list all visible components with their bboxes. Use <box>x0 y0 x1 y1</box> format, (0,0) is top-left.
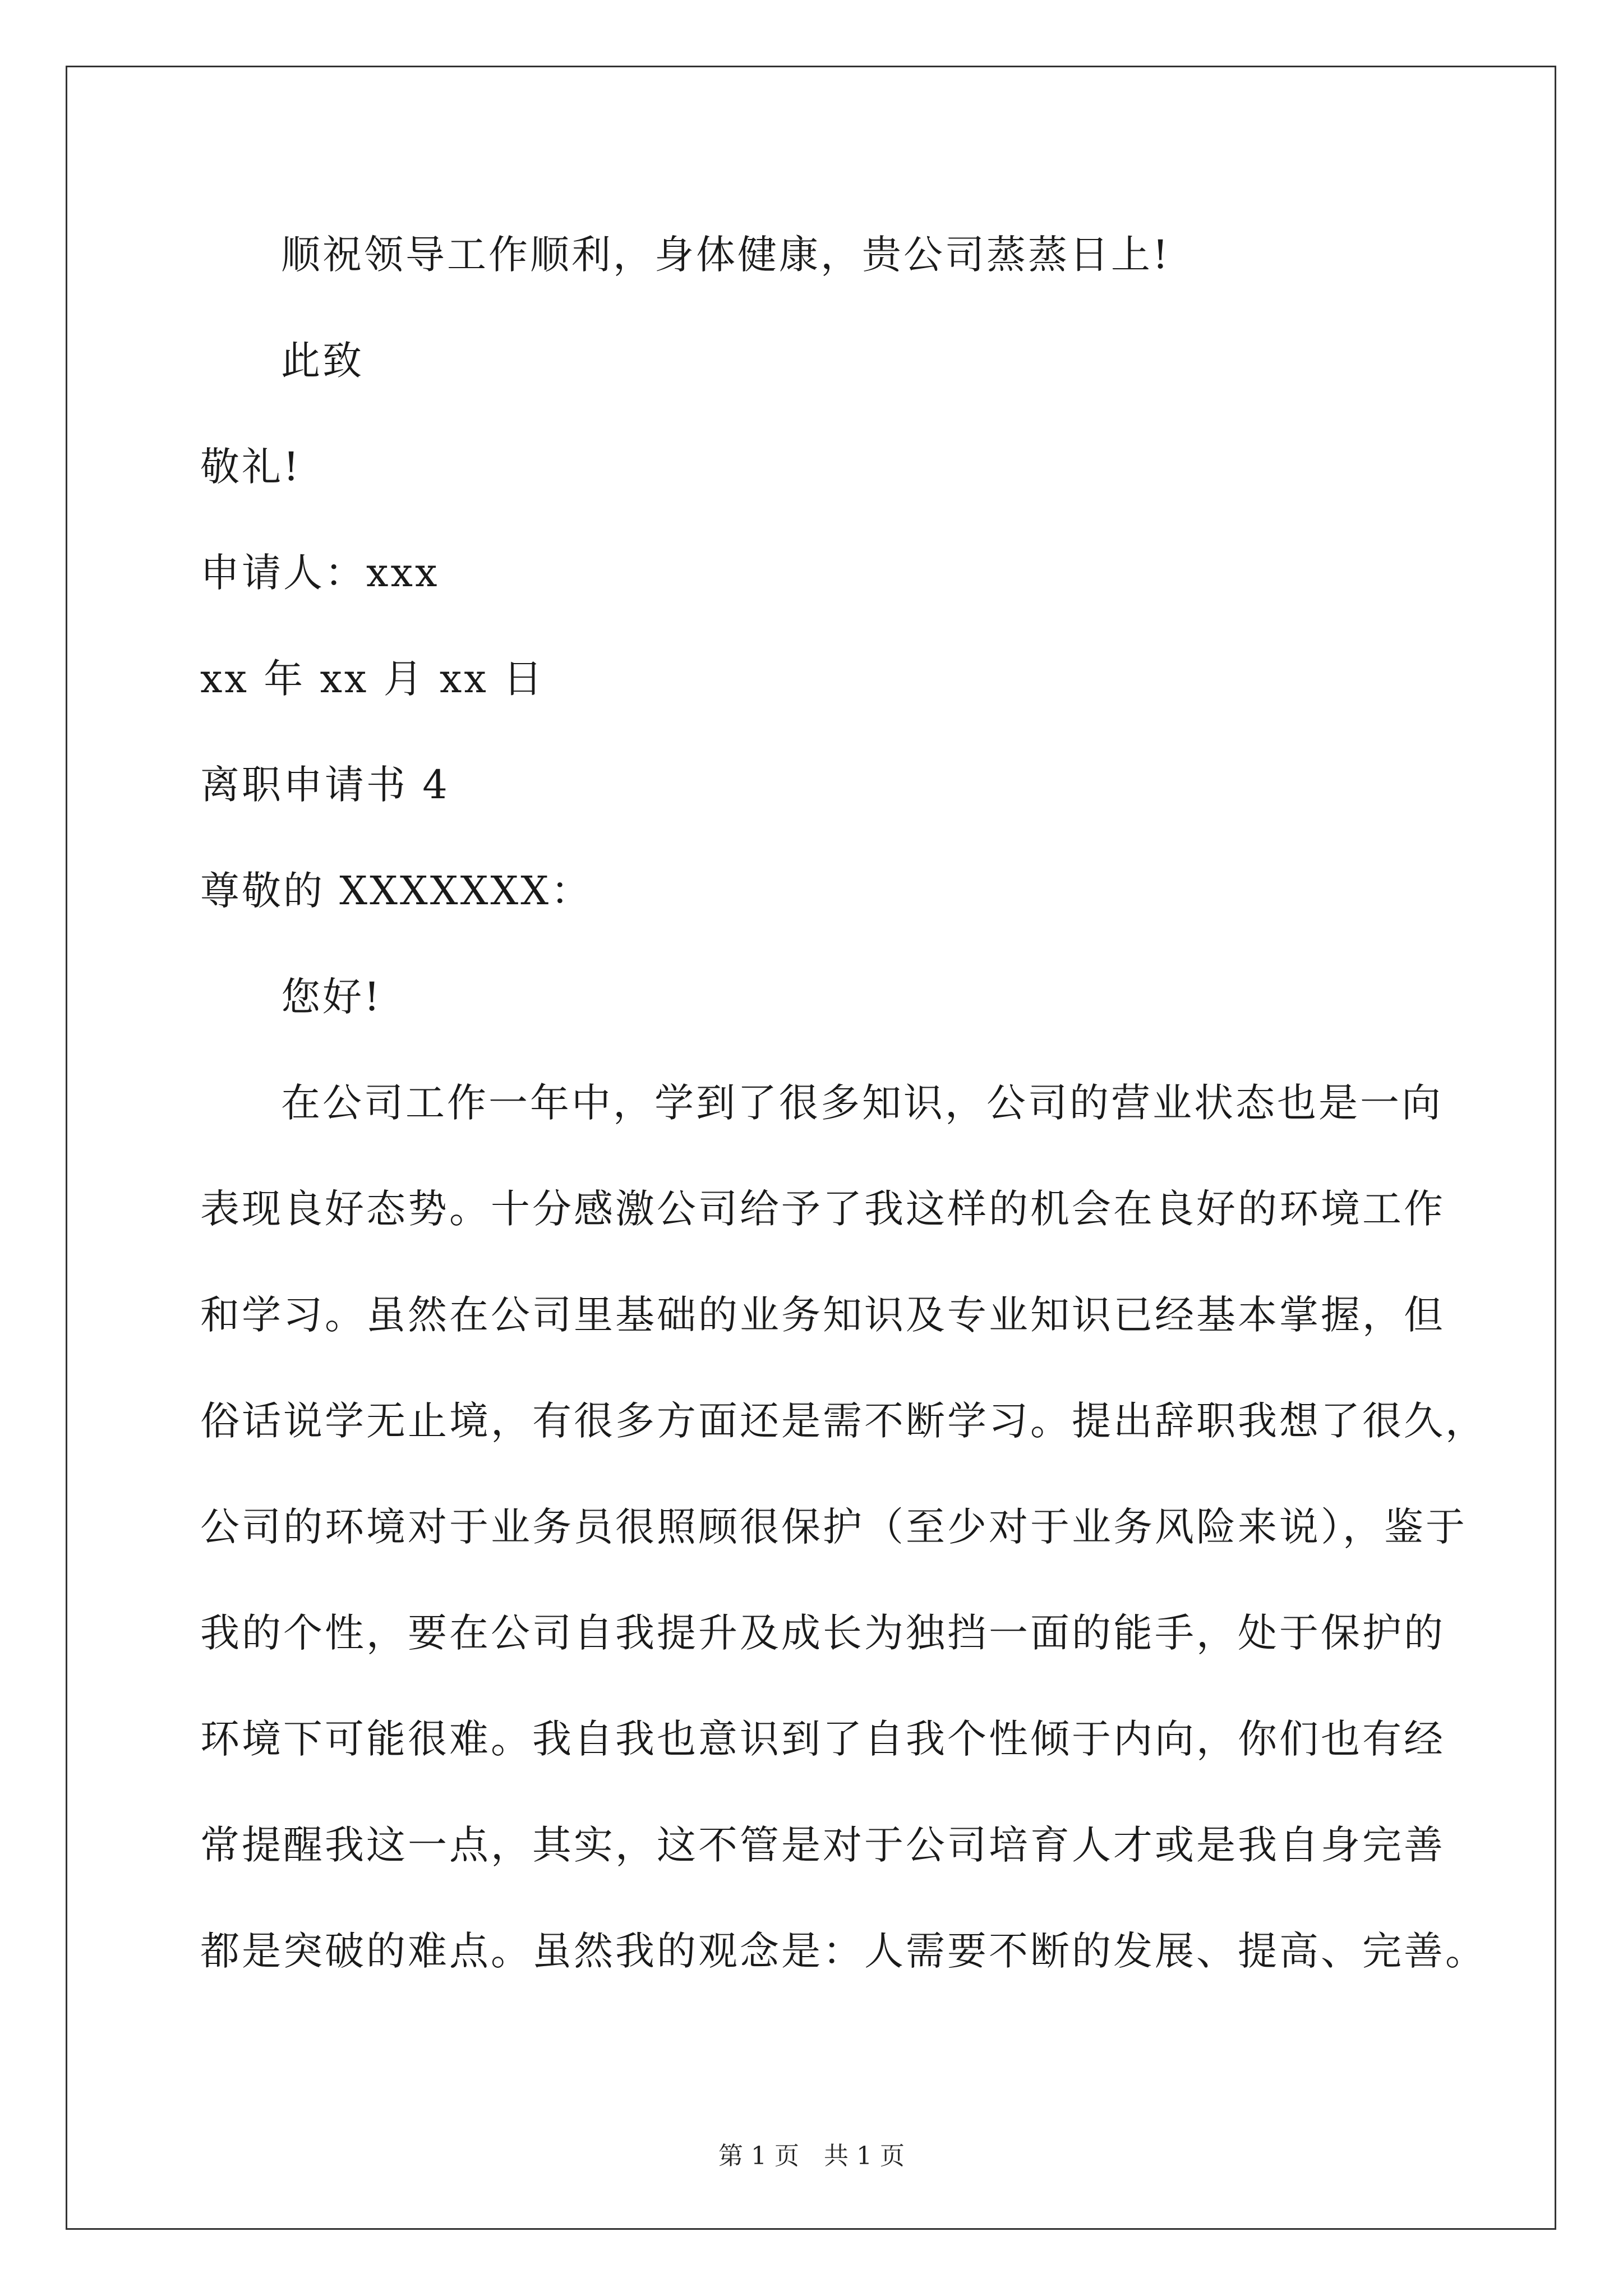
body-line: 常提醒我这一点，其实，这不管是对于公司培育人才或是我自身完善 <box>200 1822 1445 1868</box>
body-line: 在公司工作一年中，学到了很多知识，公司的营业状态也是一向 <box>281 1080 1443 1126</box>
greeting-line: 您好! <box>281 974 382 1020</box>
page-footer: 第 1 页 共 1 页 <box>718 2142 905 2170</box>
body-line: 都是突破的难点。虽然我的观念是：人需要不断的发展、提高、完善。 <box>200 1928 1487 1974</box>
body-line: 俗话说学无止境，有很多方面还是需不断学习。提出辞职我想了很久， <box>200 1398 1487 1444</box>
body-line: 我的个性，要在公司自我提升及成长为独挡一面的能手，处于保护的 <box>200 1610 1445 1656</box>
letter-title: 离职申请书 4 <box>200 762 450 808</box>
closing-salutation-1: 此致 <box>281 338 364 384</box>
body-line: 和学习。虽然在公司里基础的业务知识及专业知识已经基本掌握，但 <box>200 1292 1445 1338</box>
body-line: 环境下可能很难。我自我也意识到了自我个性倾于内向，你们也有经 <box>200 1716 1445 1762</box>
date-line: xx 年 xx 月 xx 日 <box>200 656 545 702</box>
body-line: 表现良好态势。十分感激公司给予了我这样的机会在良好的环境工作 <box>200 1186 1445 1232</box>
applicant-line: 申请人：xxx <box>200 550 440 596</box>
closing-wish: 顺祝领导工作顺利，身体健康，贵公司蒸蒸日上! <box>281 232 1171 278</box>
body-line: 公司的环境对于业务员很照顾很保护（至少对于业务风险来说），鉴于 <box>200 1504 1467 1550</box>
closing-salutation-2: 敬礼! <box>200 444 302 490</box>
addressee-line: 尊敬的 XXXXXXX： <box>200 868 593 914</box>
page-border <box>66 66 1556 2230</box>
